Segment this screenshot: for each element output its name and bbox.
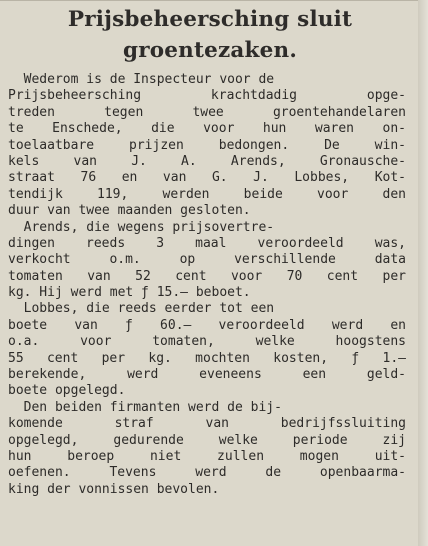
body-line: verkocht o.m. op verschillende data [8,252,406,268]
top-rule [0,0,418,1]
body-line: berekende, werd eveneens een geld- [8,367,406,383]
body-line: boete opgelegd. [8,383,126,399]
body-line: boete van ƒ 60.— veroordeeld werd en [8,317,406,333]
page-edge [418,0,428,546]
body-line: straat 76 en van G. J. Lobbes, Kot- [8,170,406,186]
body-line: komende straf van bedrijfssluiting [8,416,406,432]
body-line: duur van twee maanden gesloten. [8,203,251,219]
body-line: tomaten van 52 cent voor 70 cent per [8,268,406,284]
article-body [8,72,406,498]
body-line: king der vonnissen bevolen. [8,481,220,497]
body-line: 55 cent per kg. mochten kosten, ƒ 1.— [8,350,406,366]
body-line: kg. Hij werd met ƒ 15.— beboet. [8,285,251,301]
body-line: kels van J. A. Arends, Gronausche- [8,153,406,169]
body-line: toelaatbare prijzen bedongen. De win- [8,137,406,153]
body-line: tendijk 119, werden beide voor den [8,186,406,202]
body-line: o.a. voor tomaten, welke hoogstens [8,334,406,350]
body-line: hun beroep niet zullen mogen uit- [8,448,406,464]
body-line: te Enschede, die voor hun waren on- [8,121,406,137]
body-line: Wederom is de Inspecteur voor de [8,72,275,87]
body-line: Arends, die wegens prijsovertre- [8,219,275,235]
article-headline [14,4,406,66]
body-line: Lobbes, die reeds eerder tot een [8,301,275,317]
body-line: Den beiden firmanten werd de bij- [8,399,282,415]
body-line: oefenen. Tevens werd de openbaarma- [8,465,406,481]
body-line: opgelegd, gedurende welke periode zij [8,432,406,448]
body-line: dingen reeds 3 maal veroordeeld was, [8,235,406,251]
body-line: treden tegen twee groentehandelaren [8,104,406,120]
headline-line-2: groentezaken. [122,38,298,63]
body-line: Prijsbeheersching krachtdadig opge- [8,88,406,104]
headline-line-1: Prijsbeheersching sluit [67,7,353,32]
